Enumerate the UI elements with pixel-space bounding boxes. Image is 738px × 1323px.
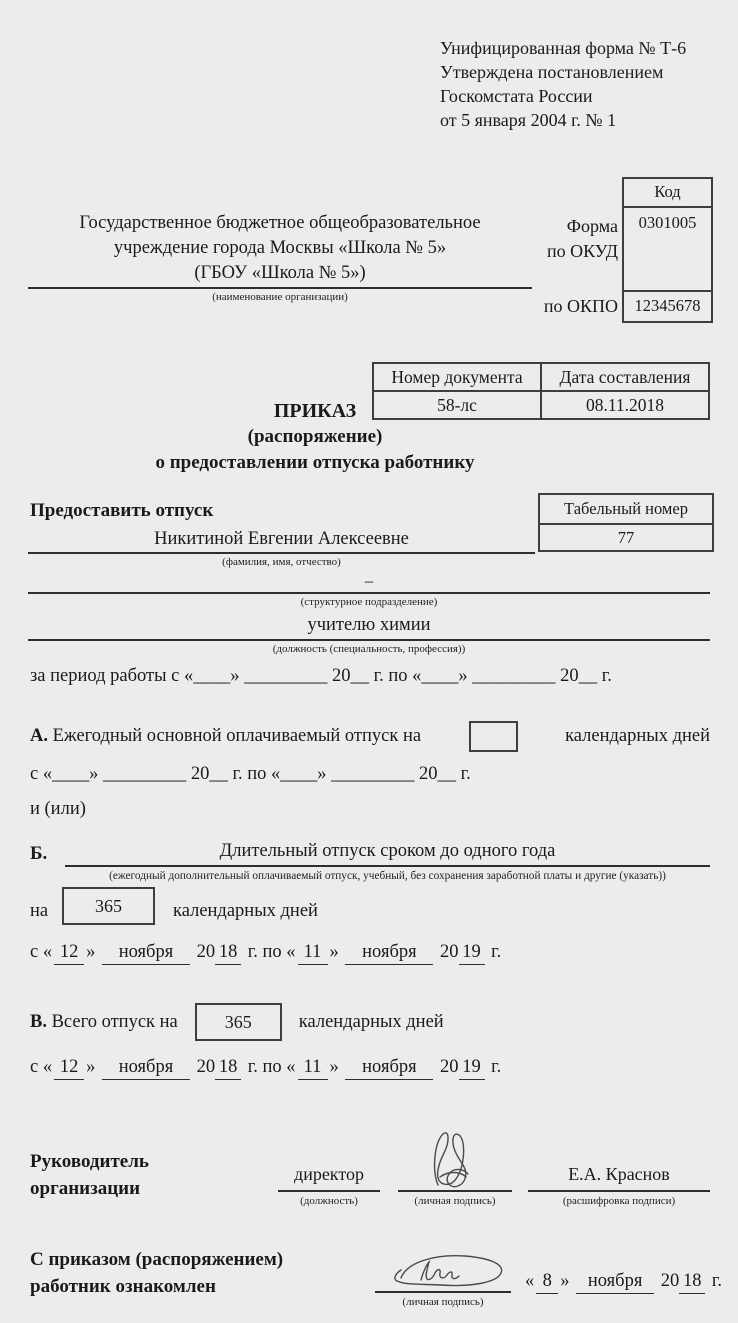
text: « — [525, 1271, 535, 1291]
approval-note-line: от 5 января 2004 г. № 1 — [440, 110, 617, 130]
name-line — [528, 1190, 710, 1192]
section-b-on-label: на — [30, 901, 49, 921]
section-a-text — [30, 724, 421, 748]
subdivision-underline — [28, 592, 710, 594]
section-v-row — [30, 1003, 444, 1041]
grant-vacation-label: Предоставить отпуск — [30, 500, 214, 521]
section-b-days-box: 365 — [62, 887, 155, 925]
work-period-line: за период работы с «____» _________ 20__ г. по «____» _________ 20__ г. — [30, 666, 612, 686]
section-b-type-value: Длительный отпуск сроком до одного года — [219, 841, 556, 861]
section-v-days-box: 365 — [195, 1003, 282, 1041]
director-signature — [408, 1127, 508, 1190]
section-a-row — [30, 719, 710, 753]
section-v-days-suffix: календарных дней — [298, 1012, 444, 1032]
text: по — [262, 1057, 282, 1077]
to-day: 11 — [298, 1055, 328, 1080]
ack-year: 18 — [679, 1269, 705, 1294]
from-year: 18 — [215, 1055, 241, 1080]
employee-name-underline — [28, 552, 535, 554]
from-day: 12 — [54, 940, 84, 965]
text: 20 — [440, 1057, 459, 1077]
text: « — [42, 1057, 53, 1077]
okud-form-label — [518, 214, 618, 264]
to-year: 19 — [459, 1055, 485, 1080]
ack-day: 8 — [536, 1269, 558, 1294]
text: 20 — [196, 1057, 216, 1077]
approval-note-line: Госкомстата России — [440, 86, 593, 106]
employee-signature — [383, 1252, 508, 1292]
to-year: 19 — [459, 940, 485, 965]
text: » — [560, 1271, 570, 1291]
organization-name-line: учреждение города Москвы «Школа № 5» — [113, 238, 447, 258]
doc-date-value: 08.11.2018 — [541, 391, 709, 419]
text: г. — [711, 1271, 723, 1291]
and-or-label: и (или) — [30, 799, 86, 819]
personnel-number-value: 77 — [539, 524, 713, 551]
position-line — [278, 1190, 380, 1192]
section-b-underline — [65, 865, 710, 867]
text: Ежегодный основной оплачиваемый отпуск на — [52, 726, 422, 746]
text: » — [329, 1057, 339, 1077]
title-line-prikaz: ПРИКАЗ — [273, 400, 357, 422]
position-caption: (должность (специальность, профессия)) — [272, 643, 466, 655]
code-table — [622, 177, 713, 323]
text: » — [86, 942, 96, 962]
text: « — [286, 942, 296, 962]
okpo-label: по ОКПО — [543, 296, 618, 316]
doc-number-value: 58-лс — [373, 391, 541, 419]
to-month: ноября — [345, 940, 433, 965]
organization-name-line: Государственное бюджетное общеобразовательное — [79, 213, 481, 233]
code-table-header: Код — [654, 182, 681, 201]
subdivision-value: – — [364, 571, 374, 590]
head-label-line: организации — [30, 1178, 141, 1199]
signature-caption: (личная подпись) — [414, 1195, 496, 1207]
text: по — [262, 942, 282, 962]
approval-note-line: Унифицированная форма № Т-6 — [440, 38, 687, 58]
from-day: 12 — [54, 1055, 84, 1080]
section-b-caption: (ежегодный дополнительный оплачиваемый отпуск, учебный, без сохранения заработной платы и другие (указать)) — [109, 870, 666, 882]
to-day: 11 — [298, 940, 328, 965]
position-caption: (должность) — [300, 1195, 358, 1207]
title-line-rasporyazhenie: (распоряжение) — [247, 426, 383, 447]
employee-name-caption: (фамилия, имя, отчество) — [222, 556, 341, 568]
section-v-dates-line — [30, 1055, 501, 1080]
head-of-org-label — [30, 1148, 149, 1202]
section-b-dates-line — [30, 940, 501, 965]
text: 20 — [196, 942, 216, 962]
employee-name: Никитиной Евгении Алексеевне — [154, 529, 409, 549]
personnel-number-header: Табельный номер — [539, 494, 713, 524]
head-label-line: Руководитель — [30, 1151, 149, 1172]
head-name-value: Е.А. Краснов — [568, 1164, 670, 1184]
ack-month: ноября — [576, 1269, 654, 1294]
position-value: учителю химии — [307, 615, 431, 635]
okud-label-line: по ОКУД — [547, 241, 618, 261]
ack-label-line: С приказом (распоряжением) — [30, 1249, 284, 1270]
doc-date-header: Дата составления — [541, 363, 709, 391]
text: г. — [247, 1057, 258, 1077]
text: » — [86, 1057, 96, 1077]
signature-line — [398, 1190, 512, 1192]
text: « — [286, 1057, 296, 1077]
text: г. — [491, 1057, 502, 1077]
section-b-days-suffix: календарных дней — [173, 901, 318, 921]
section-a-dates-line: с «____» _________ 20__ г. по «____» _________ 20__ г. — [30, 764, 471, 784]
ack-signature-caption: (личная подпись) — [402, 1296, 484, 1308]
doc-number-header: Номер документа — [373, 363, 541, 391]
subdivision-caption: (структурное подразделение) — [300, 596, 438, 608]
organization-name-underline — [28, 287, 532, 289]
section-a-days-suffix: календарных дней — [565, 726, 710, 746]
text: « — [42, 942, 53, 962]
text: Всего отпуск на — [51, 1012, 178, 1032]
from-month: ноября — [102, 1055, 190, 1080]
ack-label-line: работник ознакомлен — [30, 1276, 216, 1297]
approval-note — [440, 36, 686, 132]
text: 20 — [660, 1271, 680, 1291]
organization-name-caption: (наименование организации) — [212, 291, 348, 303]
position-underline — [28, 639, 710, 641]
ack-signature-line — [375, 1291, 511, 1293]
text: 20 — [440, 942, 459, 962]
section-a-days-box — [469, 721, 518, 752]
okpo-value-cell: 12345678 — [624, 290, 711, 321]
head-position-value: директор — [294, 1164, 364, 1184]
organization-name-line: (ГБОУ «Школа № 5») — [194, 263, 366, 283]
title-line-subject: о предоставлении отпуска работнику — [155, 452, 475, 473]
text: г. — [491, 942, 502, 962]
section-v-label: В. — [30, 1012, 47, 1032]
section-v-text — [30, 1010, 178, 1034]
text: » — [329, 942, 339, 962]
okud-value-cell: 0301005 — [624, 206, 711, 290]
text: с — [30, 1057, 39, 1077]
from-month: ноября — [102, 940, 190, 965]
section-b-label: Б. — [30, 843, 48, 864]
text: с — [30, 942, 39, 962]
text: г. — [247, 942, 258, 962]
organization-name — [28, 211, 532, 286]
document-title — [0, 398, 630, 476]
personnel-number-table — [538, 493, 714, 552]
from-year: 18 — [215, 940, 241, 965]
to-month: ноября — [345, 1055, 433, 1080]
section-a-label: А. — [30, 726, 48, 746]
name-caption: (расшифровка подписи) — [562, 1195, 676, 1207]
approval-note-line: Утверждена постановлением — [440, 62, 664, 82]
okud-label-line: Форма — [566, 216, 618, 236]
ack-date-line — [525, 1269, 722, 1294]
acknowledgment-label — [30, 1246, 283, 1300]
